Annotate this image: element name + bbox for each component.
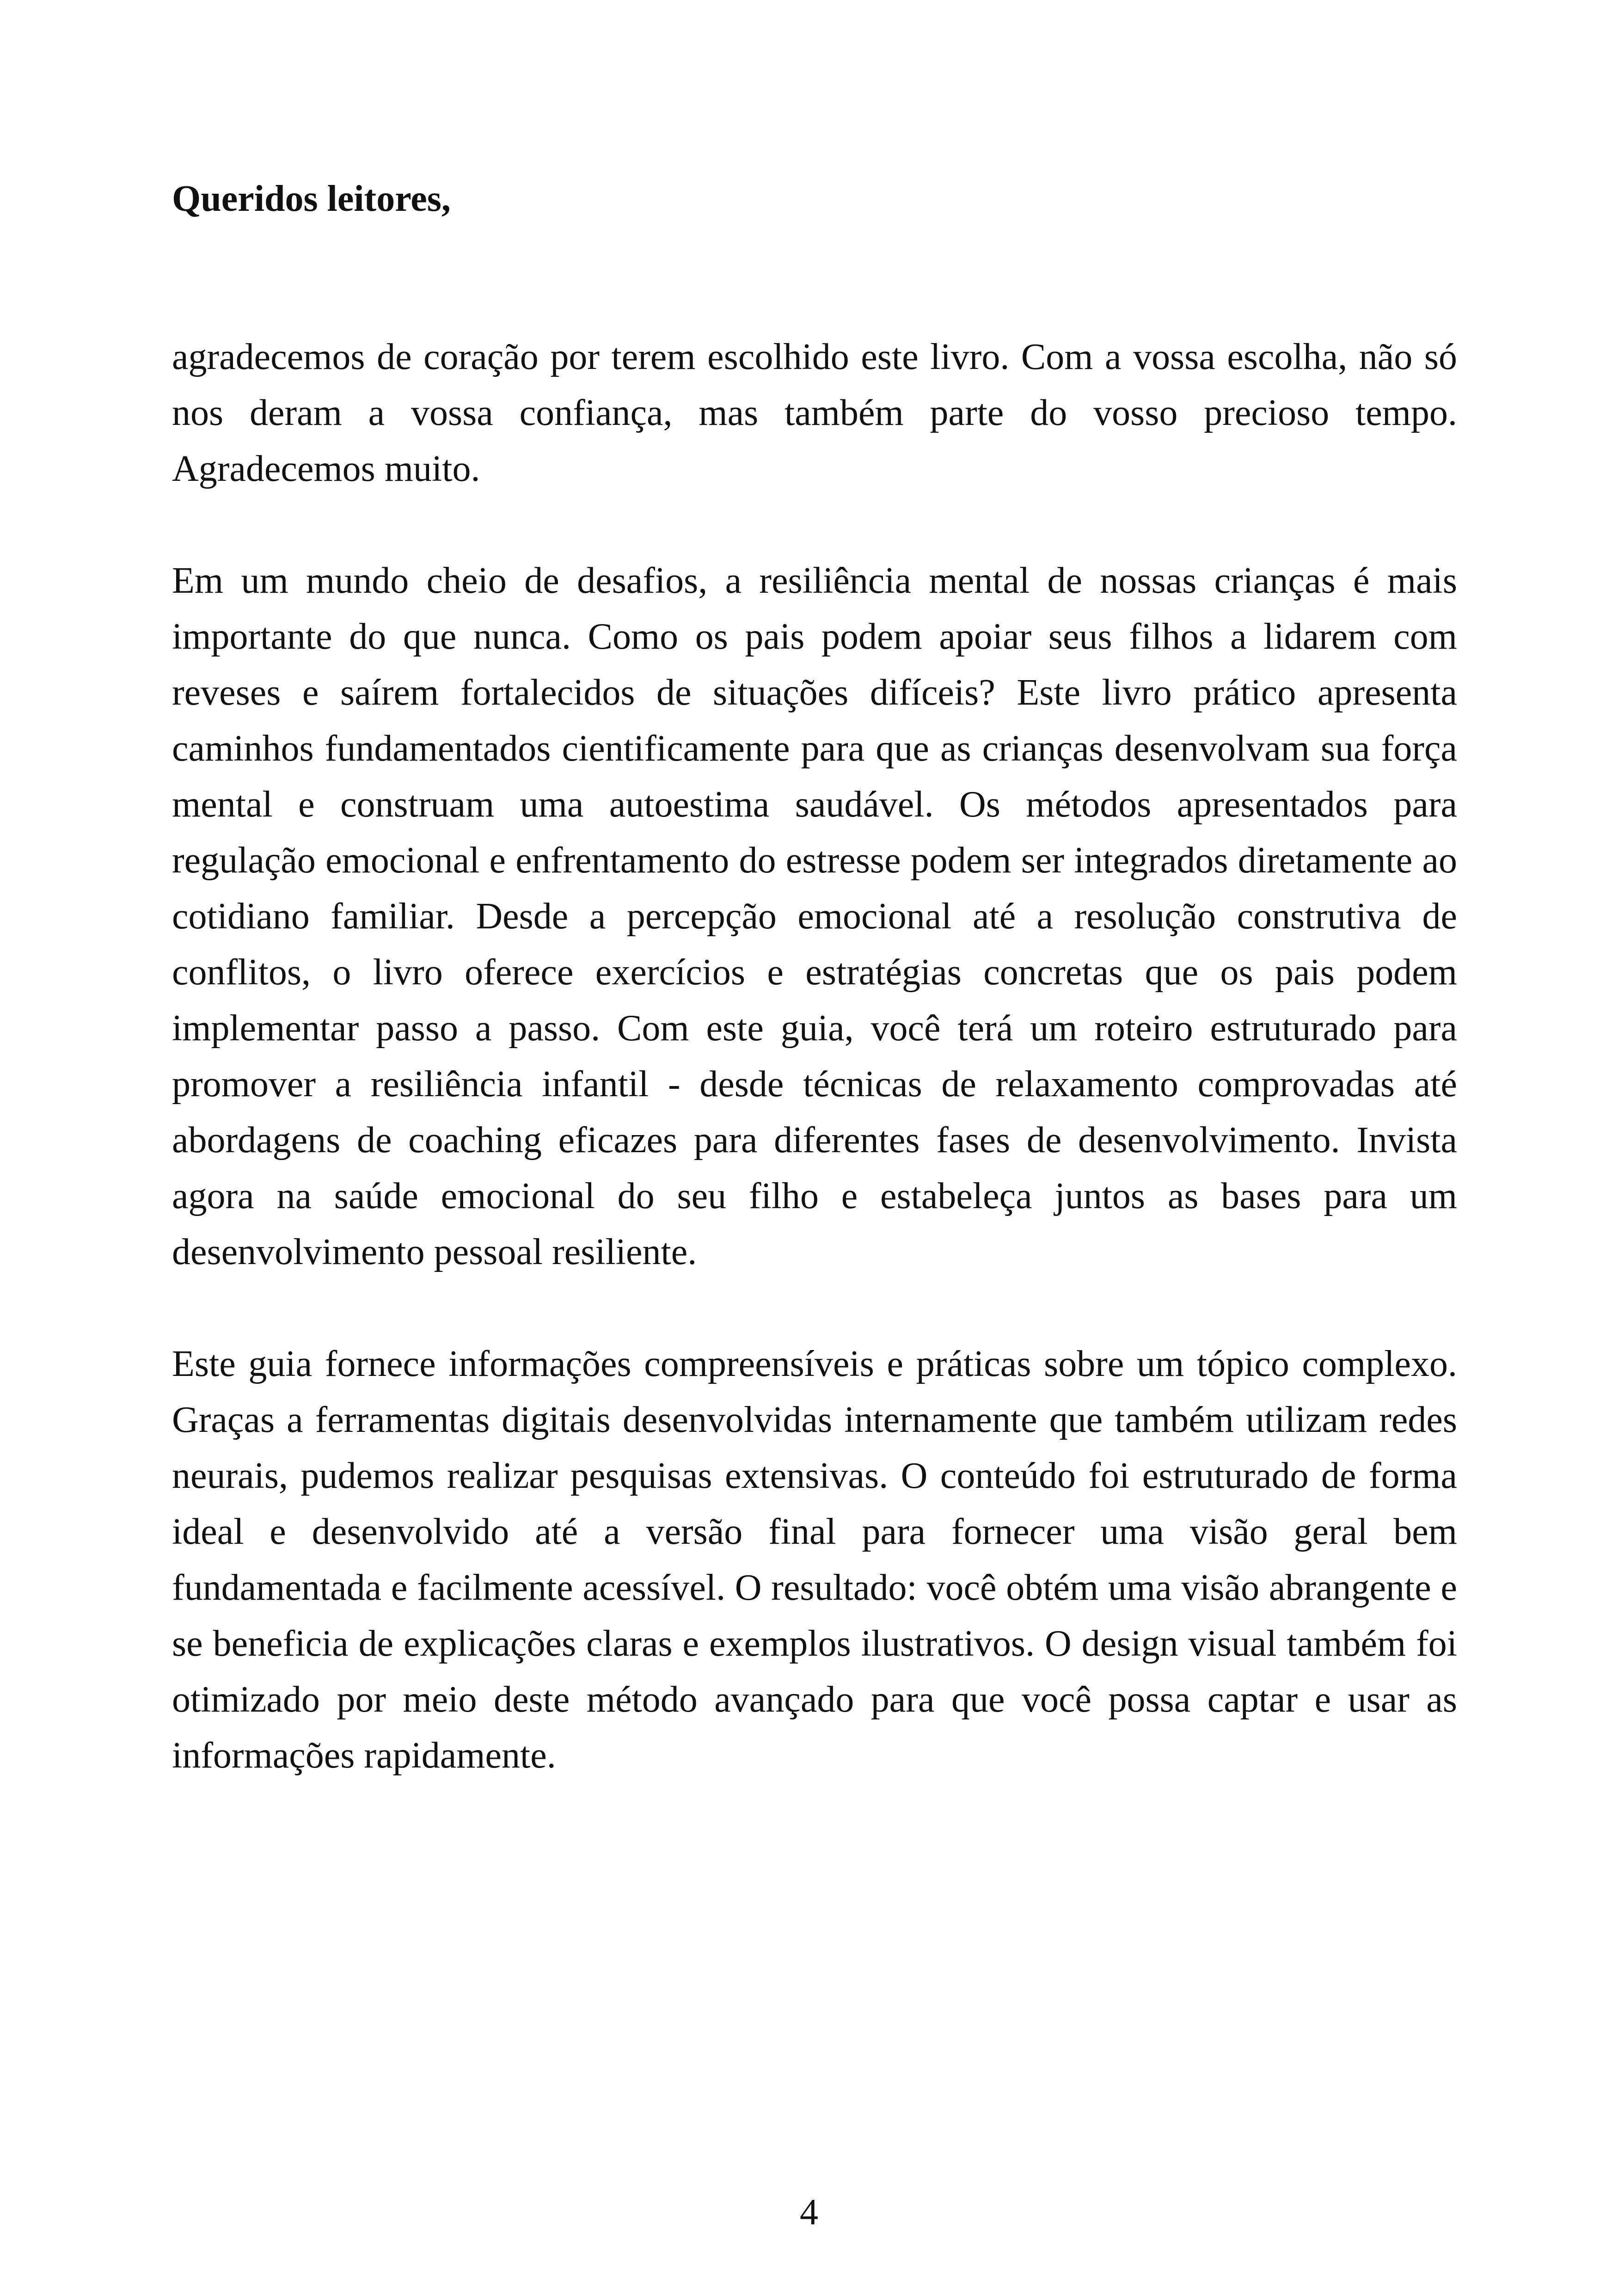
page-number: 4 — [800, 2192, 818, 2233]
paragraph-book-summary: Em um mundo cheio de desafios, a resiliência mental de nossas crianças é mais importante do que nunca. Como os pais podem apoiar seus filhos a lidarem com reveses e saírem fortalecidos de situações difíceis? Este livro prático apresenta caminhos fundamentados cientificamente para que as crianças desenvolvam sua força mental e construam uma autoestima saudável. Os métodos apresentados para regulação emocional e enfrentamento do estresse podem ser integrados diretamente ao cotidiano familiar. Desde a percepção emocional até a resolução construtiva de conflitos, o livro oferece exercícios e estratégias concretas que os pais podem implementar passo a passo. Com este guia, você terá um roteiro estruturado para promover a resiliência infantil - desde técnicas de relaxamento comprovadas até abordagens de coaching eficazes para diferentes fases de desenvolvimento. Invista agora na saúde emocional do seu filho e estabeleça juntos as bases para um desenvolvimento pessoal resiliente. — [172, 560, 1457, 1272]
page-content — [172, 176, 1457, 1840]
paragraph-thanks: agradecemos de coração por terem escolhido este livro. Com a vossa escolha, não só nos deram a vossa confiança, mas também parte do vosso precioso tempo. Agradecemos muito. — [172, 337, 1457, 489]
salutation-heading: Queridos leitores, — [172, 178, 451, 219]
paragraph-guide-info: Este guia fornece informações compreensíveis e práticas sobre um tópico complexo. Graças a ferramentas digitais desenvolvidas internamente que também utilizam redes neurais, pudemos realizar pesquisas extensivas. O conteúdo foi estruturado de forma ideal e desenvolvido até a versão final para fornecer uma visão geral bem fundamentada e facilmente acessível. O resultado: você obtém uma visão abrangente e se beneficia de explicações claras e exemplos ilustrativos. O design visual também foi otimizado por meio deste método avançado para que você possa captar e usar as informações rapidamente. — [172, 1344, 1457, 1776]
